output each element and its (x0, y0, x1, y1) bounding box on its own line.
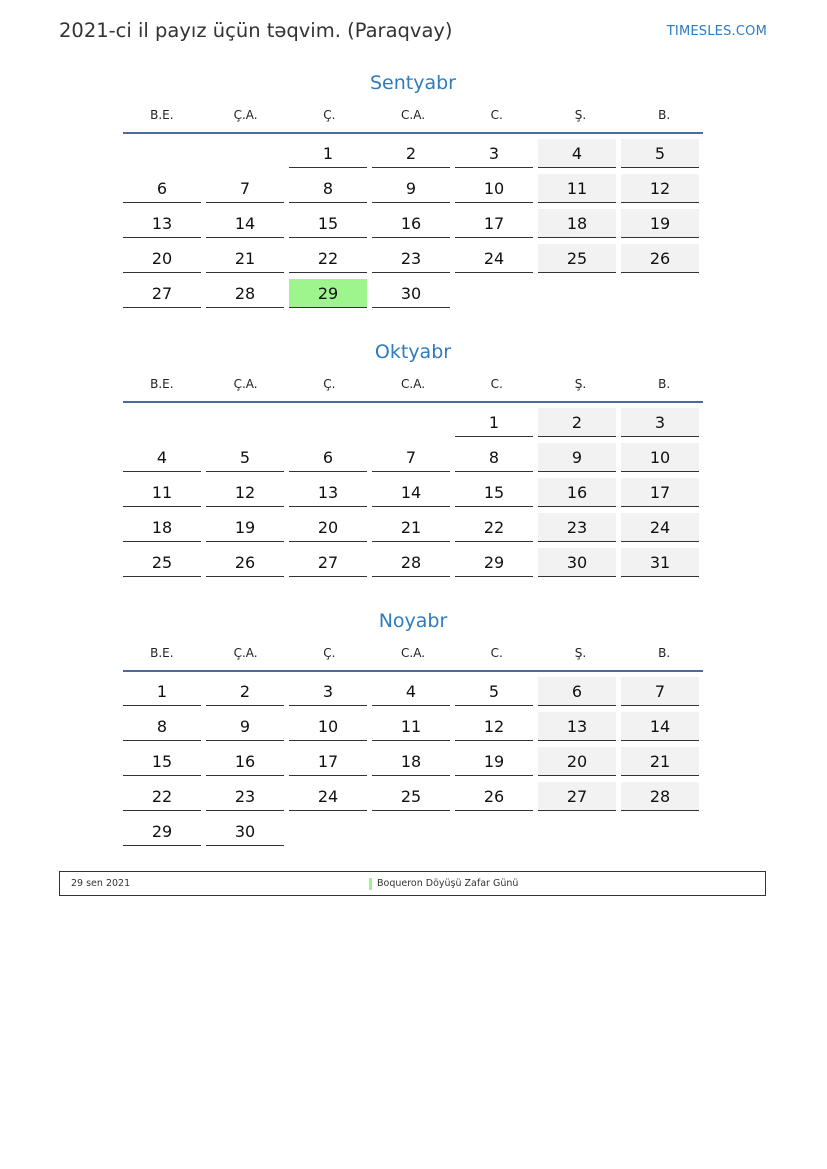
day-cell[interactable]: 23 (206, 782, 284, 811)
weekday-label: C. (490, 108, 503, 122)
weekday-label: B. (658, 377, 671, 391)
day-cell[interactable]: 24 (455, 244, 533, 273)
empty-cell (123, 139, 201, 168)
weekday-label: B.E. (150, 646, 174, 660)
day-cell[interactable]: 3 (289, 677, 367, 706)
day-cell[interactable]: 2 (538, 408, 616, 437)
day-cell[interactable]: 27 (123, 279, 201, 308)
weekday-label: Ç. (323, 646, 336, 660)
month-title: Oktyabr (374, 341, 452, 363)
day-cell[interactable]: 4 (538, 139, 616, 168)
day-cell[interactable]: 10 (455, 174, 533, 203)
day-cell[interactable]: 29 (455, 548, 533, 577)
empty-cell (621, 817, 699, 846)
empty-cell (538, 817, 616, 846)
day-cell[interactable]: 24 (289, 782, 367, 811)
day-cell[interactable]: 29 (289, 279, 367, 308)
day-cell[interactable]: 6 (289, 443, 367, 472)
day-cell[interactable]: 2 (206, 677, 284, 706)
day-cell[interactable]: 22 (289, 244, 367, 273)
day-cell[interactable]: 15 (289, 209, 367, 238)
day-cell[interactable]: 26 (621, 244, 699, 273)
day-cell[interactable]: 28 (621, 782, 699, 811)
day-cell[interactable]: 14 (206, 209, 284, 238)
weekday-header (123, 373, 703, 403)
day-cell[interactable]: 7 (372, 443, 450, 472)
day-cell[interactable]: 23 (372, 244, 450, 273)
weekday-label: Ç.A. (233, 377, 258, 391)
day-cell[interactable]: 26 (206, 548, 284, 577)
day-cell[interactable]: 31 (621, 548, 699, 577)
day-grid (123, 677, 703, 846)
day-cell[interactable]: 25 (123, 548, 201, 577)
day-cell[interactable]: 6 (123, 174, 201, 203)
day-cell[interactable]: 4 (372, 677, 450, 706)
month-october (123, 338, 703, 577)
day-cell[interactable]: 18 (372, 747, 450, 776)
month-september (123, 69, 703, 308)
weekday-label: Ç.A. (233, 646, 258, 660)
day-cell[interactable]: 13 (538, 712, 616, 741)
weekday-label: C. (490, 646, 503, 660)
day-cell[interactable]: 9 (538, 443, 616, 472)
empty-cell (372, 408, 450, 437)
day-cell[interactable]: 14 (621, 712, 699, 741)
day-cell[interactable]: 1 (455, 408, 533, 437)
weekday-label: B.E. (150, 108, 174, 122)
weekday-label: Ş. (574, 108, 587, 122)
day-cell[interactable]: 8 (289, 174, 367, 203)
day-cell[interactable]: 25 (372, 782, 450, 811)
day-cell[interactable]: 17 (289, 747, 367, 776)
day-cell[interactable]: 30 (538, 548, 616, 577)
empty-cell (455, 817, 533, 846)
day-cell[interactable]: 17 (455, 209, 533, 238)
empty-cell (123, 408, 201, 437)
brand-logo[interactable]: TIMESLES.COM (666, 24, 767, 39)
day-cell[interactable]: 22 (455, 513, 533, 542)
legend-holiday-marker (369, 878, 372, 890)
weekday-label: C. (490, 377, 503, 391)
day-cell[interactable]: 23 (538, 513, 616, 542)
day-cell[interactable]: 8 (455, 443, 533, 472)
day-cell[interactable]: 26 (455, 782, 533, 811)
weekday-label: C.A. (401, 646, 426, 660)
legend-holiday-name: Boqueron Döyüşü Zafar Günü (377, 878, 519, 889)
day-cell[interactable]: 24 (621, 513, 699, 542)
empty-cell (289, 408, 367, 437)
empty-cell (206, 139, 284, 168)
day-cell[interactable]: 6 (538, 677, 616, 706)
day-cell[interactable]: 16 (538, 478, 616, 507)
day-cell[interactable]: 18 (538, 209, 616, 238)
day-grid (123, 408, 703, 577)
weekday-label: Ş. (574, 377, 587, 391)
day-cell[interactable]: 19 (621, 209, 699, 238)
day-cell[interactable]: 19 (455, 747, 533, 776)
empty-cell (621, 279, 699, 308)
day-cell[interactable]: 10 (621, 443, 699, 472)
day-cell[interactable]: 14 (372, 478, 450, 507)
day-cell[interactable]: 28 (206, 279, 284, 308)
day-cell[interactable]: 20 (538, 747, 616, 776)
empty-cell (206, 408, 284, 437)
day-cell[interactable]: 18 (123, 513, 201, 542)
page-title: 2021-ci il payız üçün təqvim. (Paraqvay) (59, 19, 453, 42)
holiday-legend (59, 871, 766, 896)
day-cell[interactable]: 13 (289, 478, 367, 507)
day-cell[interactable]: 20 (123, 244, 201, 273)
empty-cell (455, 279, 533, 308)
day-cell[interactable]: 15 (123, 747, 201, 776)
weekday-header (123, 642, 703, 672)
day-cell[interactable]: 5 (621, 139, 699, 168)
day-cell[interactable]: 1 (289, 139, 367, 168)
weekday-label: Ç. (323, 377, 336, 391)
day-cell[interactable]: 13 (123, 209, 201, 238)
month-november (123, 607, 703, 846)
day-cell[interactable]: 5 (206, 443, 284, 472)
day-cell[interactable]: 5 (455, 677, 533, 706)
day-cell[interactable]: 3 (621, 408, 699, 437)
day-cell[interactable]: 16 (372, 209, 450, 238)
day-cell[interactable]: 11 (372, 712, 450, 741)
month-title: Noyabr (378, 610, 448, 632)
weekday-label: Ç.A. (233, 108, 258, 122)
day-cell[interactable]: 7 (206, 174, 284, 203)
day-cell[interactable]: 2 (372, 139, 450, 168)
day-cell[interactable]: 12 (621, 174, 699, 203)
day-cell[interactable]: 28 (372, 548, 450, 577)
weekday-label: B. (658, 646, 671, 660)
day-cell[interactable]: 27 (538, 782, 616, 811)
weekday-label: B.E. (150, 377, 174, 391)
day-cell[interactable]: 10 (289, 712, 367, 741)
legend-date: 29 sen 2021 (71, 878, 131, 889)
weekday-label: C.A. (401, 377, 426, 391)
day-cell[interactable]: 20 (289, 513, 367, 542)
weekday-label: C.A. (401, 108, 426, 122)
day-cell[interactable]: 19 (206, 513, 284, 542)
day-cell[interactable]: 17 (621, 478, 699, 507)
day-cell[interactable]: 15 (455, 478, 533, 507)
day-cell[interactable]: 1 (123, 677, 201, 706)
day-cell[interactable]: 12 (455, 712, 533, 741)
day-cell[interactable]: 30 (372, 279, 450, 308)
empty-cell (538, 279, 616, 308)
day-cell[interactable]: 7 (621, 677, 699, 706)
day-cell[interactable]: 3 (455, 139, 533, 168)
day-cell[interactable]: 16 (206, 747, 284, 776)
day-cell[interactable]: 25 (538, 244, 616, 273)
day-cell[interactable]: 21 (621, 747, 699, 776)
day-cell[interactable]: 29 (123, 817, 201, 846)
empty-cell (372, 817, 450, 846)
weekday-label: Ş. (574, 646, 587, 660)
day-cell[interactable]: 22 (123, 782, 201, 811)
day-cell[interactable]: 4 (123, 443, 201, 472)
month-title: Sentyabr (369, 72, 456, 94)
weekday-label: B. (658, 108, 671, 122)
day-cell[interactable]: 21 (206, 244, 284, 273)
day-cell[interactable]: 9 (206, 712, 284, 741)
day-cell[interactable]: 8 (123, 712, 201, 741)
day-cell[interactable]: 11 (538, 174, 616, 203)
day-cell[interactable]: 12 (206, 478, 284, 507)
weekday-label: Ç. (323, 108, 336, 122)
day-cell[interactable]: 9 (372, 174, 450, 203)
day-cell[interactable]: 11 (123, 478, 201, 507)
weekday-header (123, 104, 703, 134)
day-cell[interactable]: 27 (289, 548, 367, 577)
day-cell[interactable]: 30 (206, 817, 284, 846)
day-grid (123, 139, 703, 308)
day-cell[interactable]: 21 (372, 513, 450, 542)
empty-cell (289, 817, 367, 846)
